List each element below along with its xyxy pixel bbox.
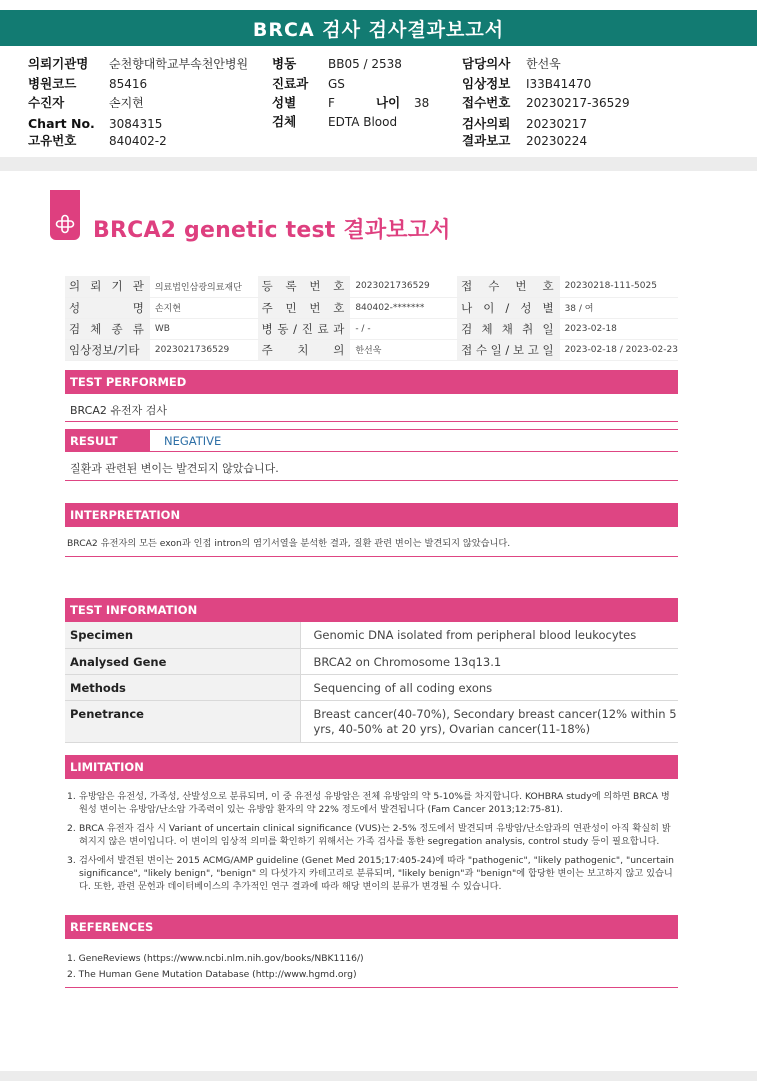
test-information-heading: TEST INFORMATION [65,598,678,622]
info-label: 검 체 채 취 일 [457,318,559,339]
header-label: 고유번호 [28,133,77,148]
header-label: Chart No. [28,116,95,131]
info-value: 한선욱 [350,339,457,360]
patient-info-table [65,276,678,361]
test-performed-heading: TEST PERFORMED [65,370,678,394]
interpretation-heading: INTERPRETATION [65,503,678,527]
header-label: 담당의사 [462,56,511,71]
table-row [65,622,678,648]
header-label: 성별 [272,95,297,110]
table-row [65,339,678,360]
ti-key: Analysed Gene [65,648,300,674]
info-value: 손지현 [150,297,258,318]
header-value: 38 [414,96,430,110]
limitation-list [67,790,677,899]
ti-key: Penetrance [65,700,300,742]
result-heading: RESULT [65,430,150,451]
header-value: 20230217-36529 [526,96,630,110]
info-label: 주 치 의 [258,339,351,360]
header-value: I33B41470 [526,77,592,91]
info-value: WB [150,318,258,339]
table-row [65,276,678,297]
info-value: 20230218-111-5025 [560,276,678,297]
ti-value: BRCA2 on Chromosome 13q13.1 [300,648,678,674]
list-number: 3. [67,855,76,866]
list-item [67,854,677,893]
header-label: 병원코드 [28,76,77,91]
section-divider [65,480,678,481]
info-label: 임상정보/기타 [65,339,150,360]
table-row [65,674,678,700]
header-label: 접수번호 [462,95,511,110]
header-value: GS [328,77,345,91]
list-text: 검사에서 발견된 변이는 2015 ACMG/AMP guideline (Genet Med 2015;17:405-24)에 따라 "pathogenic", "likely pathogenic", "uncertain significance", "likely benign", "benign" 의 다섯가지 카테고리로 분류되며, "likely benign"과 "benign"에 합당한 변이는 보고하지 않고 있습니다. 또한, 관련 문헌과 데이터베이스의 추가적인 연구 결과에 따라 해당 변이의 분류가 변경될 수 있습니다. [79,855,674,892]
ti-key: Methods [65,674,300,700]
info-value: - / - [350,318,457,339]
result-bar [65,429,678,452]
table-row [65,318,678,339]
info-value: 2023-02-18 / 2023-02-23 [560,339,678,360]
references-list [67,951,364,983]
header-value: 20230224 [526,134,588,148]
header-value: BB05 / 2538 [328,57,402,71]
test-information-table [65,622,678,743]
header-label: 진료과 [272,76,309,91]
header-value: 한선욱 [526,57,561,71]
list-text: 유방암은 유전성, 가족성, 산발성으로 분류되며, 이 중 유전성 유방암은 전체 유방암의 약 5-10%를 차지합니다. KOHBRA study에 의하면 BRCA 병원성 변이는 유방암/난소암 가족력이 있는 유방암 환자의 약 22% 정도에서 발견됩니다 (Fam Cancer 2013;12:75-81). [79,791,670,815]
header-label: 나이 [376,95,401,110]
table-row [65,700,678,742]
header-label: 병동 [272,56,297,71]
list-text: BRCA 유전자 검사 시 Variant of uncertain clinical significance (VUS)는 2-5% 정도에서 발견되며 유방암/난소암과의 연관성이 아직 확실히 밝혀지지 않은 변이입니다. 이 변이의 임상적 의미를 확인하기 위해서는 가족 검사를 통한 segregation analysis, control study 등이 필요합니다. [79,823,671,847]
header-value: 840402-2 [109,134,167,148]
header-label: 검사의뢰 [462,116,511,131]
list-number: 2. [67,823,76,834]
header-value: 85416 [109,77,148,91]
ti-key: Specimen [65,622,300,648]
info-label: 의 뢰 기 관 [65,276,150,297]
header-value: F [328,96,335,110]
table-row [65,648,678,674]
info-value: 의료법인삼광의료재단 [150,276,258,297]
table-row [65,297,678,318]
list-number: 1. [67,791,76,802]
page-footer-band [0,1071,757,1081]
section-divider [65,421,678,422]
header-value: 20230217 [526,117,588,131]
info-label: 병 동 / 진 료 과 [258,318,351,339]
page-separator [0,157,757,171]
interpretation-text: BRCA2 유전자의 모든 exon과 인접 intron의 염기서열을 분석한 결과, 질환 관련 변이는 발견되지 않았습니다. [67,538,511,549]
section-divider [65,556,678,557]
ti-value: Breast cancer(40-70%), Secondary breast cancer(12% within 5 yrs, 40-50% at 20 yrs), Ovarian cancer(11-18%) [300,700,678,742]
header-label: 임상정보 [462,76,511,91]
report-banner-title: BRCA 검사 검사결과보고서 [0,10,757,46]
ti-value: Genomic DNA isolated from peripheral blood leukocytes [300,622,678,648]
reference-item: 2. The Human Gene Mutation Database (http://www.hgmd.org) [67,969,357,980]
info-value: 38 / 여 [560,297,678,318]
info-label: 접 수 일 / 보 고 일 [457,339,559,360]
header-value: 손지현 [109,96,144,110]
header-label: 검체 [272,114,297,129]
limitation-heading: LIMITATION [65,755,678,779]
result-text: 질환과 관련된 변이는 발견되지 않았습니다. [70,462,279,475]
result-value: NEGATIVE [164,433,222,448]
header-label: 의뢰기관명 [28,56,89,71]
header-value: EDTA Blood [328,115,398,129]
list-item [67,822,677,848]
references-heading: REFERENCES [65,915,678,939]
info-value: 2023021736529 [350,276,457,297]
info-label: 나 이 / 성 별 [457,297,559,318]
info-label: 접 수 번 호 [457,276,559,297]
section-divider [65,987,678,988]
info-label: 검 체 종 류 [65,318,150,339]
info-value: 2023021736529 [150,339,258,360]
ti-value: Sequencing of all coding exons [300,674,678,700]
header-label: 수진자 [28,95,65,110]
reference-item: 1. GeneReviews (https://www.ncbi.nlm.nih.gov/books/NBK1116/) [67,953,364,964]
header-value: 순천향대학교부속천안병원 [109,57,249,71]
info-value: 840402-******* [350,297,457,318]
info-label: 주 민 번 호 [258,297,351,318]
report-title: BRCA2 genetic test 결과보고서 [93,218,451,243]
list-item [67,790,677,816]
cross-flower-icon [50,190,80,240]
info-label: 성 명 [65,297,150,318]
info-label: 등 록 번 호 [258,276,351,297]
header-label: 결과보고 [462,133,511,148]
info-value: 2023-02-18 [560,318,678,339]
test-performed-text: BRCA2 유전자 검사 [70,404,167,417]
header-value: 3084315 [109,117,163,131]
